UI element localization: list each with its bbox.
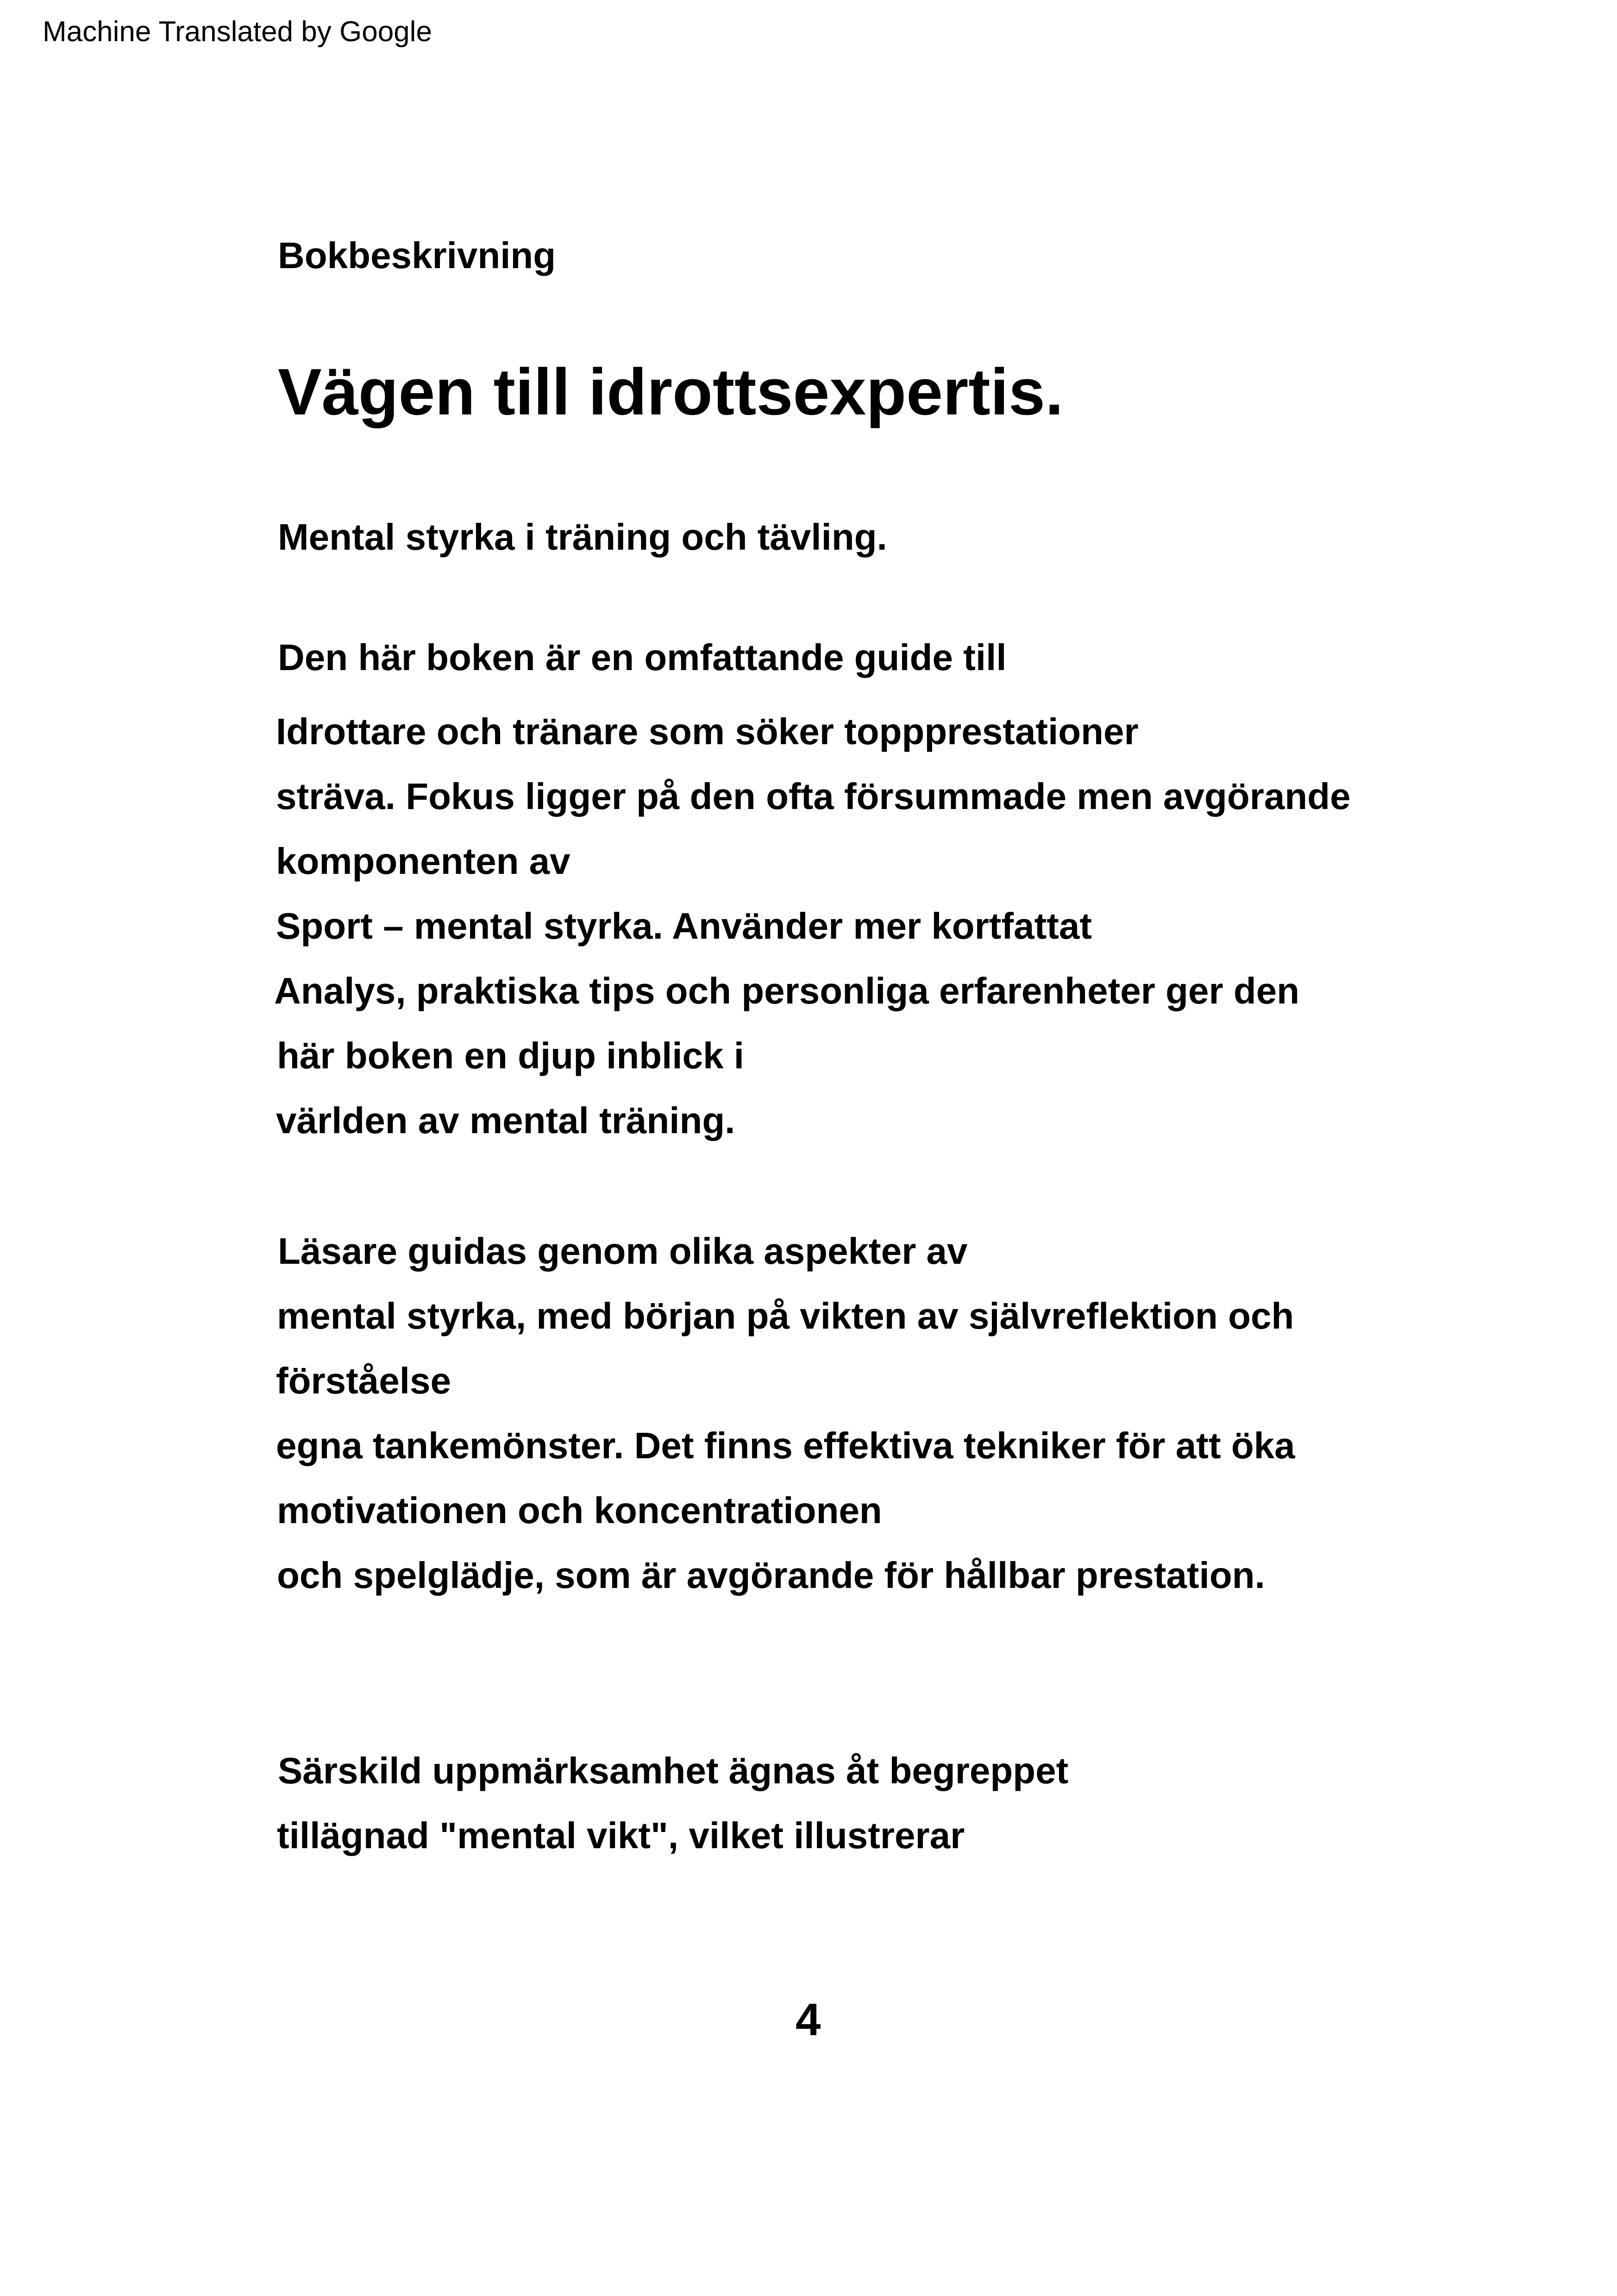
machine-translation-note: Machine Translated by Google <box>43 16 432 48</box>
paragraph-2-line-5: motivationen och koncentrationen <box>277 1490 882 1531</box>
paragraph-3-line-1: Särskild uppmärksamhet ägnas åt begreppet <box>278 1750 1069 1791</box>
paragraph-1-line-1: Den här boken är en omfattande guide till <box>278 637 1007 678</box>
book-title: Vägen till idrottsexpertis. <box>278 355 1064 429</box>
paragraph-2-line-6: och spelglädje, som är avgörande för hållbar prestation. <box>277 1555 1265 1596</box>
paragraph-1-line-7: här boken en djup inblick i <box>277 1035 745 1076</box>
paragraph-2-line-4: egna tankemönster. Det finns effektiva tekniker för att öka <box>276 1425 1295 1466</box>
book-subtitle: Mental styrka i träning och tävling. <box>278 516 887 558</box>
paragraph-3-line-2: tillägnad "mental vikt", vilket illustrerar <box>277 1815 965 1856</box>
paragraph-1-line-2: Idrottare och tränare som söker toppprestationer <box>276 711 1139 752</box>
paragraph-1-line-8: världen av mental träning. <box>276 1100 735 1141</box>
page-number: 4 <box>796 1994 821 2045</box>
paragraph-2-line-1: Läsare guidas genom olika aspekter av <box>278 1230 968 1272</box>
paragraph-2-line-3: förståelse <box>276 1360 451 1401</box>
paragraph-1-line-4: komponenten av <box>276 841 570 882</box>
paragraph-1-line-6: Analys, praktiska tips och personliga erfarenheter ger den <box>274 970 1300 1011</box>
paragraph-2-line-2: mental styrka, med början på vikten av självreflektion och <box>277 1295 1294 1336</box>
section-label: Bokbeskrivning <box>278 235 556 276</box>
paragraph-1-line-5: Sport – mental styrka. Använder mer kortfattat <box>276 905 1092 947</box>
paragraph-1-line-3: sträva. Fokus ligger på den ofta försummade men avgörande <box>276 776 1351 817</box>
